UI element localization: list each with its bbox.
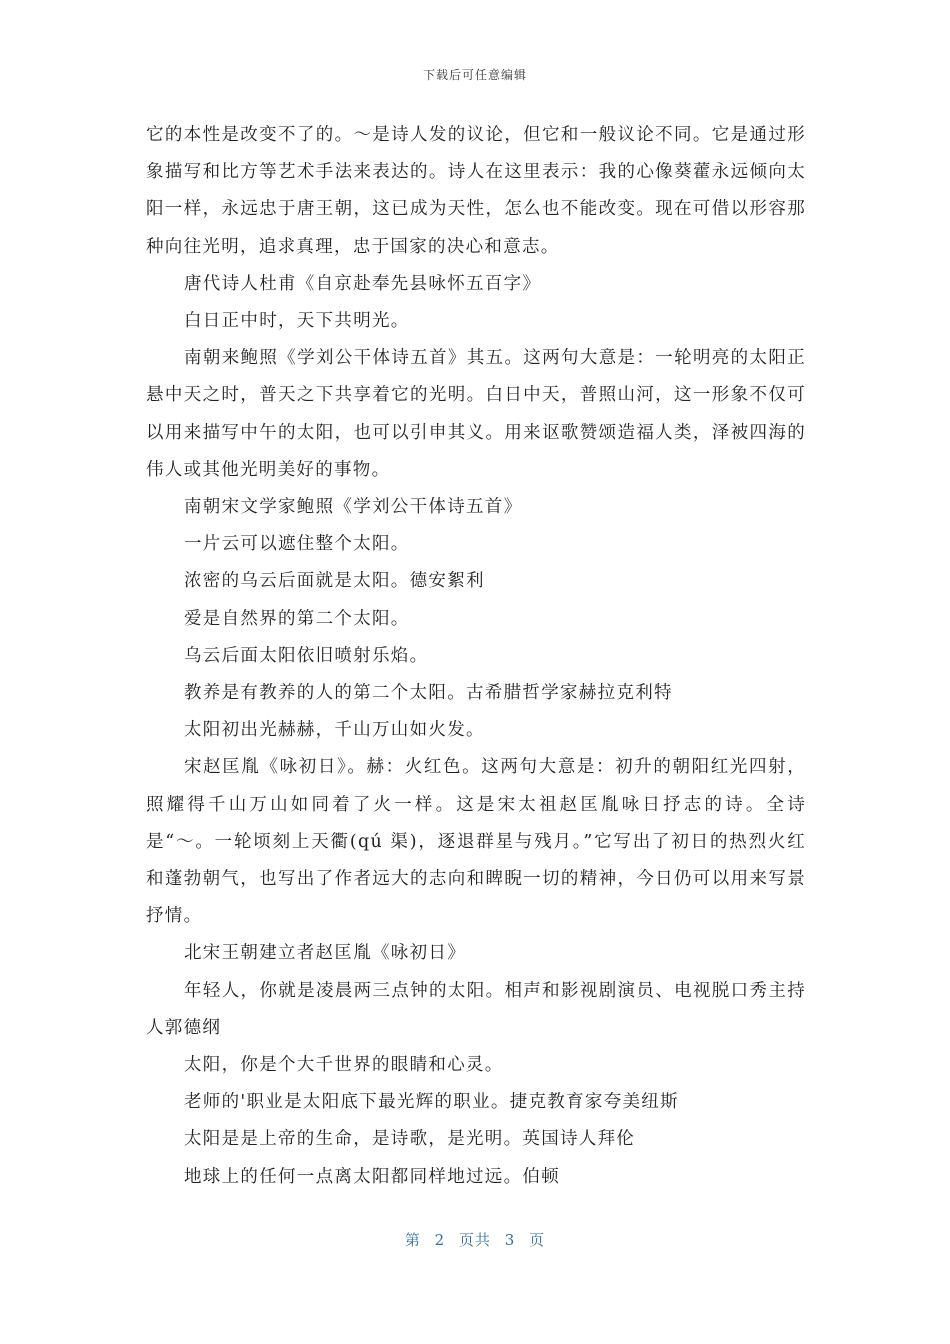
paragraph: 它的本性是改变不了的。～是诗人发的议论，但它和一般议论不同。它是通过形象描写和比方等艺术手法来表达的。诗人在这里表示：我的心像葵藿永远倾向太阳一样，永远忠于唐王朝，这已成为天性，怎么也不能改变。现在可借以形容那种向往光明，追求真理，忠于国家的决心和意志。 (146, 125, 806, 257)
page-footer (0, 1229, 950, 1250)
paragraph: 南朝宋文学家鲍照《学刘公干体诗五首》 (184, 497, 523, 518)
page-header: 下载后可任意编辑 (422, 68, 527, 82)
paragraph: 年轻人，你就是凌晨两三点钟的太阳。相声和影视剧演员、电视脱口秀主持人郭德纲 (146, 980, 806, 1038)
page-number: 第 2 页共 3 页 (404, 1231, 546, 1249)
paragraph: 太阳是是上帝的生命，是诗歌，是光明。英国诗人拜伦 (184, 1129, 636, 1150)
paragraph: 北宋王朝建立者赵匡胤《咏初日》 (184, 943, 466, 964)
paragraph: 太阳初出光赫赫，千山万山如火发。 (184, 720, 485, 741)
paragraph: 乌云后面太阳依旧喷射乐焰。 (184, 645, 429, 666)
paragraph: 白日正中时，天下共明光。 (184, 311, 410, 332)
document-body (146, 117, 806, 1196)
paragraph: 太阳，你是个大千世界的眼睛和心灵。 (184, 1055, 504, 1076)
paragraph: 老师的'职业是太阳底下最光辉的职业。捷克教育家夸美纽斯 (184, 1092, 679, 1113)
paragraph: 南朝来鲍照《学刘公干体诗五首》其五。这两句大意是：一轮明亮的太阳正悬中天之时，普天之下共享着它的光明。白日中天，普照山河，这一形象不仅可以用来描写中午的太阳，也可以引申其义。用来讴歌赞颂造福人类，泽被四海的伟人或其他光明美好的事物。 (146, 348, 806, 480)
paragraph: 浓密的乌云后面就是太阳。德安絮利 (184, 571, 485, 592)
paragraph: 唐代诗人杜甫《自京赴奉先县咏怀五百字》 (184, 273, 542, 294)
paragraph: 宋赵匡胤《咏初日》。赫：火红色。这两句大意是：初升的朝阳红光四射，照耀得千山万山如同着了火一样。这是宋太祖赵匡胤咏日抒志的诗。全诗是“～。一轮顷刻上天衢(qú 渠)，逐退群星与残月。”它写出了初日的热烈火红和蓬勃朝气，也写出了作者远大的志向和睥睨一切的精神，今日仍可以用来写景抒情。 (146, 757, 806, 927)
paragraph: 一片云可以遮住整个太阳。 (184, 534, 410, 555)
paragraph: 教养是有教养的人的第二个太阳。古希腊哲学家赫拉克利特 (184, 683, 673, 704)
paragraph: 地球上的任何一点离太阳都同样地过远。伯顿 (184, 1166, 560, 1187)
paragraph: 爱是自然界的第二个太阳。 (184, 608, 410, 629)
